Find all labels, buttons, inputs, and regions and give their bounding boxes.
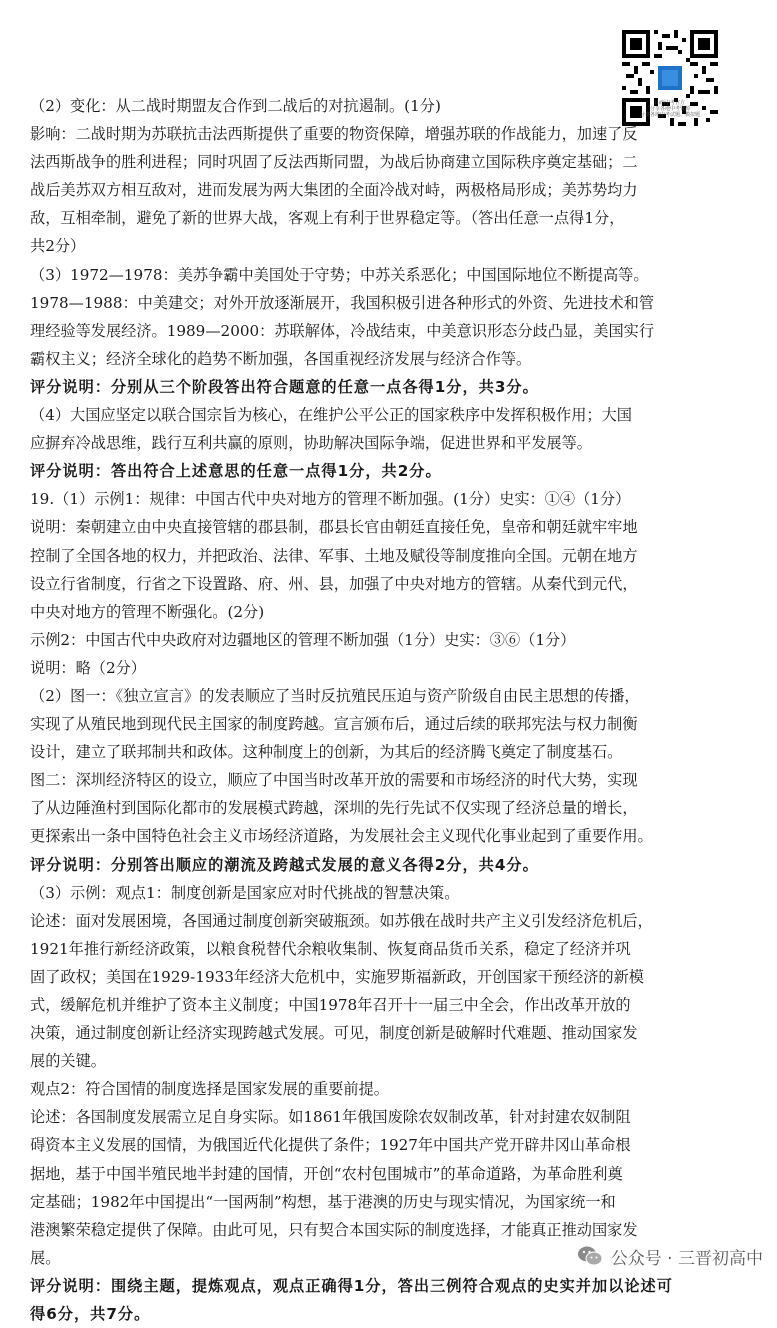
qr-caption-line: 山西中考官方 bbox=[654, 100, 685, 106]
text-line: 中央对地方的管理不断强化。(2分) bbox=[30, 602, 265, 621]
text-line: 观点2：符合国情的制度选择是国家发展的重要前提。 bbox=[30, 1080, 389, 1099]
text-line: 更探索出一条中国特色社会主义市场经济道路，为发展社会主义现代化事业起到了重要作用。 bbox=[30, 827, 653, 846]
wechat-footer bbox=[577, 1242, 763, 1270]
text-line: 控制了全国各地的权力，并把政治、法律、军事、土地及赋役等制度推向全国。元朝在地方 bbox=[30, 546, 638, 565]
text-line: 论述：各国制度发展需立足自身实际。如1861年俄国废除农奴制改革，针对封建农奴制阻 bbox=[30, 1108, 631, 1127]
scoring-note-line: 评分说明：围绕主题，提炼观点，观点正确得1分，答出三例符合观点的史实并加以论述可 bbox=[30, 1276, 673, 1295]
scoring-note-line: 评分说明：分别从三个阶段答出符合题意的任意一点各得1分，共3分。 bbox=[30, 377, 539, 396]
text-line: 影响：二战时期为苏联抗击法西斯提供了重要的物资保障，增强苏联的作战能力，加速了反 bbox=[30, 125, 638, 144]
text-line: 应摒弃冷战思维，践行互利共赢的原则，协助解决国际争端，促进世界和平发展等。 bbox=[30, 434, 592, 453]
text-line: 展。 bbox=[30, 1248, 61, 1267]
text-line: （2）变化：从二战时期盟友合作到二战后的对抗遏制。(1分) bbox=[30, 97, 441, 115]
text-line: 示例2：中国古代中央政府对边疆地区的管理不断加强（1分）史实：③⑥（1分） bbox=[30, 630, 576, 649]
text-line: 说明：略（2分） bbox=[30, 658, 146, 677]
text-line: 理经验等发展经济。1989—2000：苏联解体，冷战结束，中美意识形态分歧凸显，美国实行 bbox=[30, 321, 655, 340]
text-line: 据地，基于中国半殖民地半封建的国情，开创“农村包围城市”的革命道路，为革命胜利奠 bbox=[30, 1164, 623, 1183]
text-line: 19.（1）示例1：规律：中国古代中央对地方的管理不断加强。(1分）史实：①④（1分） bbox=[30, 490, 631, 509]
scoring-note-line: 评分说明：答出符合上述意思的任意一点得1分，共2分。 bbox=[30, 462, 442, 481]
text-line: 展的关键。 bbox=[30, 1052, 106, 1071]
footer-text: 公众号 · 三晋初高中 bbox=[610, 1248, 763, 1269]
text-line: 设立行省制度，行省之下设置路、府、州、县，加强了中央对地方的管辖。从秦代到元代， bbox=[30, 574, 638, 593]
scoring-note-line: 得6分，共7分。 bbox=[30, 1305, 151, 1324]
text-line: 定基础；1982年中国提出“一国两制”构想，基于港澳的历史与现实情况，为国家统一和 bbox=[30, 1192, 616, 1211]
text-line: 说明：秦朝建立由中央直接管辖的郡县制，郡县长官由朝廷直接任免，皇帝和朝廷就牢牢地 bbox=[30, 518, 638, 537]
wechat-icon bbox=[577, 1245, 603, 1267]
text-line: 了从边陲渔村到国际化都市的发展模式跨越，深圳的先行先试不仅实现了经济总量的增长， bbox=[30, 799, 638, 818]
text-line: 固了政权；美国在1929-1933年经济大危机中，实施罗斯福新政，开创国家干预经济的新模 bbox=[30, 967, 644, 986]
text-line: 论述：面对发展困境，各国通过制度创新突破瓶颈。如苏俄在战时共产主义引发经济危机后， bbox=[30, 911, 653, 930]
text-line: （4）大国应坚定以联合国宗旨为核心，在维护公平公正的国家秩序中发挥积极作用；大国 bbox=[30, 406, 632, 425]
text-line: 实现了从殖民地到现代民主国家的制度跨越。宣言颁布后，通过后续的联邦宪法与权力制衡 bbox=[30, 715, 638, 734]
text-line: 敌，互相牵制，避免了新的世界大战，客观上有利于世界稳定等。（答出任意一点得1分， bbox=[30, 209, 625, 228]
text-line: 港澳繁荣稳定提供了保障。由此可见，只有契合本国实际的制度选择，才能真正推动国家发 bbox=[30, 1220, 638, 1239]
text-line: 式，缓解危机并维护了资本主义制度；中国1978年召开十一届三中全会，作出改革开放的 bbox=[30, 996, 631, 1014]
text-line: 图二：深圳经济特区的设立，顺应了中国当时改革开放的需要和市场经济的时代大势，实现 bbox=[30, 771, 638, 790]
text-line: （3）1972—1978：美苏争霸中美国处于守势；中苏关系恶化；中国国际地位不断提高等。 bbox=[30, 265, 649, 284]
answer-document bbox=[30, 92, 750, 1328]
text-line: 战后美苏双方相互敌对，进而发展为两大集团的全面冷战对峙，两极格局形成；美苏势均力 bbox=[30, 181, 638, 200]
text-line: 决策，通过制度创新让经济实现跨越式发展。可见，制度创新是破解时代难题、推动国家发 bbox=[30, 1024, 638, 1043]
text-line: 1921年推行新经济政策，以粮食税替代余粮收集制、恢复商品货币关系，稳定了经济并巩 bbox=[30, 939, 631, 958]
scoring-note-line: 评分说明：分别答出顺应的潮流及跨越式发展的意义各得2分，共4分。 bbox=[30, 855, 539, 874]
text-line: （3）示例：观点1：制度创新是国家应对时代挑战的智慧决策。 bbox=[30, 883, 460, 902]
text-line: 霸权主义；经济全球化的趋势不断加强，各国重视经济发展与经济合作等。 bbox=[30, 349, 532, 368]
text-line: 法西斯战争的胜利进程；同时巩固了反法西斯同盟，为战后协商建立国际秩序奠定基础；二 bbox=[30, 153, 638, 172]
text-line: 共2分） bbox=[30, 237, 86, 256]
qr-caption-line: 分享各地中考资源 bbox=[649, 106, 690, 112]
text-line: 碍资本主义发展的国情，为俄国近代化提供了条件；1927年中国共产党开辟井冈山革命根 bbox=[30, 1136, 631, 1155]
text-line: 1978—1988：中美建交；对外开放逐渐展开，我国积极引进各种形式的外资、先进技术和管 bbox=[30, 293, 655, 312]
text-line: （2）图一：《独立宣言》的发表顺应了当时反抗殖民压迫与资产阶级自由民主思想的传播， bbox=[30, 686, 640, 705]
qr-caption-line: 分享各地中考试题、模拟题 bbox=[639, 112, 700, 118]
text-line: 设计，建立了联邦制共和政体。这种制度上的创新，为其后的经济腾飞奠定了制度基石。 bbox=[30, 743, 623, 762]
